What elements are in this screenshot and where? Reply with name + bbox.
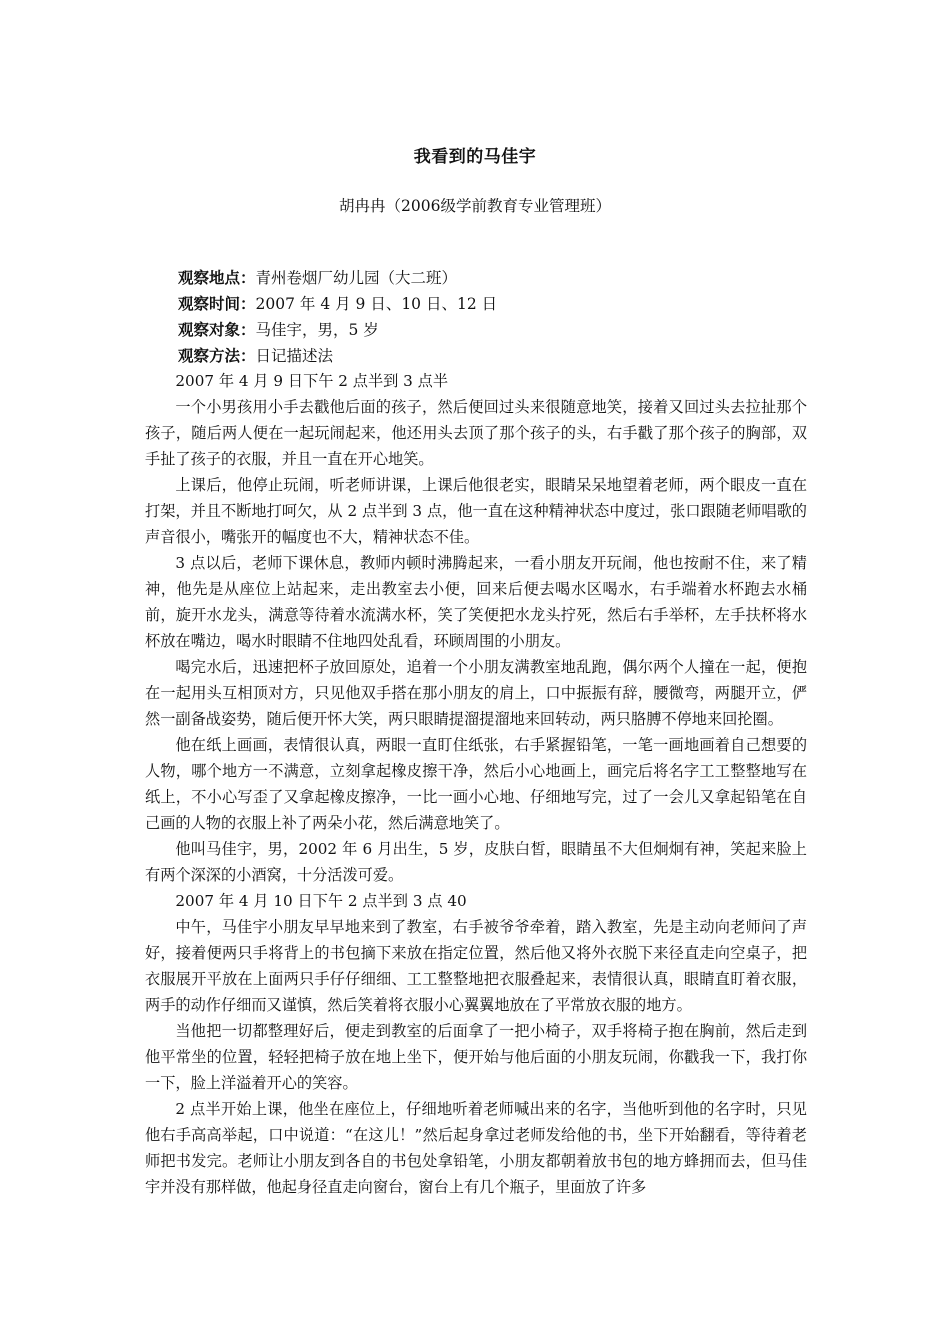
meta-value: 马佳宇，男，5 岁: [255, 321, 379, 339]
paragraph: 喝完水后，迅速把杯子放回原处，追着一个小朋友满教室地乱跑，偶尔两个人撞在一起，便抱在一起用头互相顶对方，只见他双手搭在那小朋友的肩上，口中振振有辞，腰微弯，两腿开立，俨然一副备战姿势，随后便开怀大笑，两只眼睛提溜提溜地来回转动，两只胳膊不停地来回抡圈。: [145, 658, 807, 728]
paragraph: 一个小男孩用小手去戳他后面的孩子，然后便回过头来很随意地笑，接着又回过头去拉扯那个孩子，随后两人便在一起玩闹起来，他还用头去顶了那个孩子的头，右手戳了那个孩子的胸部，双手扯了孩子的衣服，并且一直在开心地笑。: [145, 398, 807, 468]
paragraph: 2 点半开始上课，他坐在座位上，仔细地听着老师喊出来的名字，当他听到他的名字时，只见他右手高高举起，口中说道：“在这儿！”然后起身拿过老师发给他的书，坐下开始翻看，等待着老师把书发完。老师让小朋友到各自的书包处拿铅笔，小朋友都朝着放书包的地方蜂拥而去，但马佳宇并没有那样做，他起身径直走向窗台，窗台上有几个瓶子，里面放了许多: [145, 1100, 807, 1196]
date-heading: 2007 年 4 月 9 日下午 2 点半到 3 点半: [175, 372, 449, 390]
paragraph: 3 点以后，老师下课休息，教师内顿时沸腾起来，一看小朋友开玩闹，他也按耐不住，来了精神，他先是从座位上站起来，走出教室去小便，回来后便去喝水区喝水，右手端着水杯跑去水桶前，旋开水龙头，满意等待着水流满水杯，笑了笑便把水龙头拧死，然后右手举杯，左手扶杯将水杯放在嘴边，喝水时眼睛不住地四处乱看，环顾周围的小朋友。: [145, 554, 807, 650]
date-heading: 2007 年 4 月 10 日下午 2 点半到 3 点 40: [175, 892, 467, 910]
meta-subject: [178, 318, 379, 340]
meta-location: [178, 266, 457, 288]
meta-label: 观察地点：: [178, 269, 256, 287]
meta-value: 2007 年 4 月 9 日、10 日、12 日: [255, 295, 498, 313]
author-line: 胡冉冉（2006级学前教育专业管理班）: [339, 197, 611, 215]
paragraph: 上课后，他停止玩闹，听老师讲课，上课后他很老实，眼睛呆呆地望着老师，两个眼皮一直在打架，并且不断地打呵欠，从 2 点半到 3 点，他一直在这种精神状态中度过，张口跟随老师唱歌的声音很小，嘴张开的幅度也不大，精神状态不佳。: [145, 476, 807, 546]
meta-method: [178, 344, 333, 366]
page-title: 我看到的马佳宇: [413, 147, 537, 167]
paragraph: 中午，马佳宇小朋友早早地来到了教室，右手被爷爷牵着，踏入教室，先是主动向老师问了声好，接着便两只手将背上的书包摘下来放在指定位置，然后他又将外衣脱下来径直走向空桌子，把衣服展开平放在上面两只手仔仔细细、工工整整地把衣服叠起来，表情很认真，眼睛直盯着衣服，两手的动作仔细而又谨慎，然后笑着将衣服小心翼翼地放在了平常放衣服的地方。: [145, 918, 807, 1014]
meta-value: 青州卷烟厂幼儿园（大二班）: [255, 269, 458, 287]
meta-value: 日记描述法: [255, 347, 334, 365]
meta-time: [178, 292, 497, 314]
body-text: [145, 368, 807, 1200]
meta-label: 观察对象：: [178, 321, 256, 339]
paragraph: 他叫马佳宇，男，2002 年 6 月出生，5 岁，皮肤白皙，眼睛虽不大但炯炯有神，笑起来脸上有两个深深的小酒窝，十分活泼可爱。: [145, 840, 807, 884]
meta-label: 观察时间：: [178, 295, 256, 313]
paragraph: 当他把一切都整理好后，便走到教室的后面拿了一把小椅子，双手将椅子抱在胸前，然后走到他平常坐的位置，轻轻把椅子放在地上坐下，便开始与他后面的小朋友玩闹，你戳我一下，我打你一下，脸上洋溢着开心的笑容。: [145, 1022, 807, 1092]
meta-label: 观察方法：: [178, 347, 256, 365]
paragraph: 他在纸上画画，表情很认真，两眼一直盯住纸张，右手紧握铅笔，一笔一画地画着自己想要的人物，哪个地方一不满意，立刻拿起橡皮擦干净，然后小心地画上，画完后将名字工工整整地写在纸上，不小心写歪了又拿起橡皮擦净，一比一画小心地、仔细地写完，过了一会儿又拿起铅笔在自己画的人物的衣服上补了两朵小花，然后满意地笑了。: [145, 736, 807, 832]
